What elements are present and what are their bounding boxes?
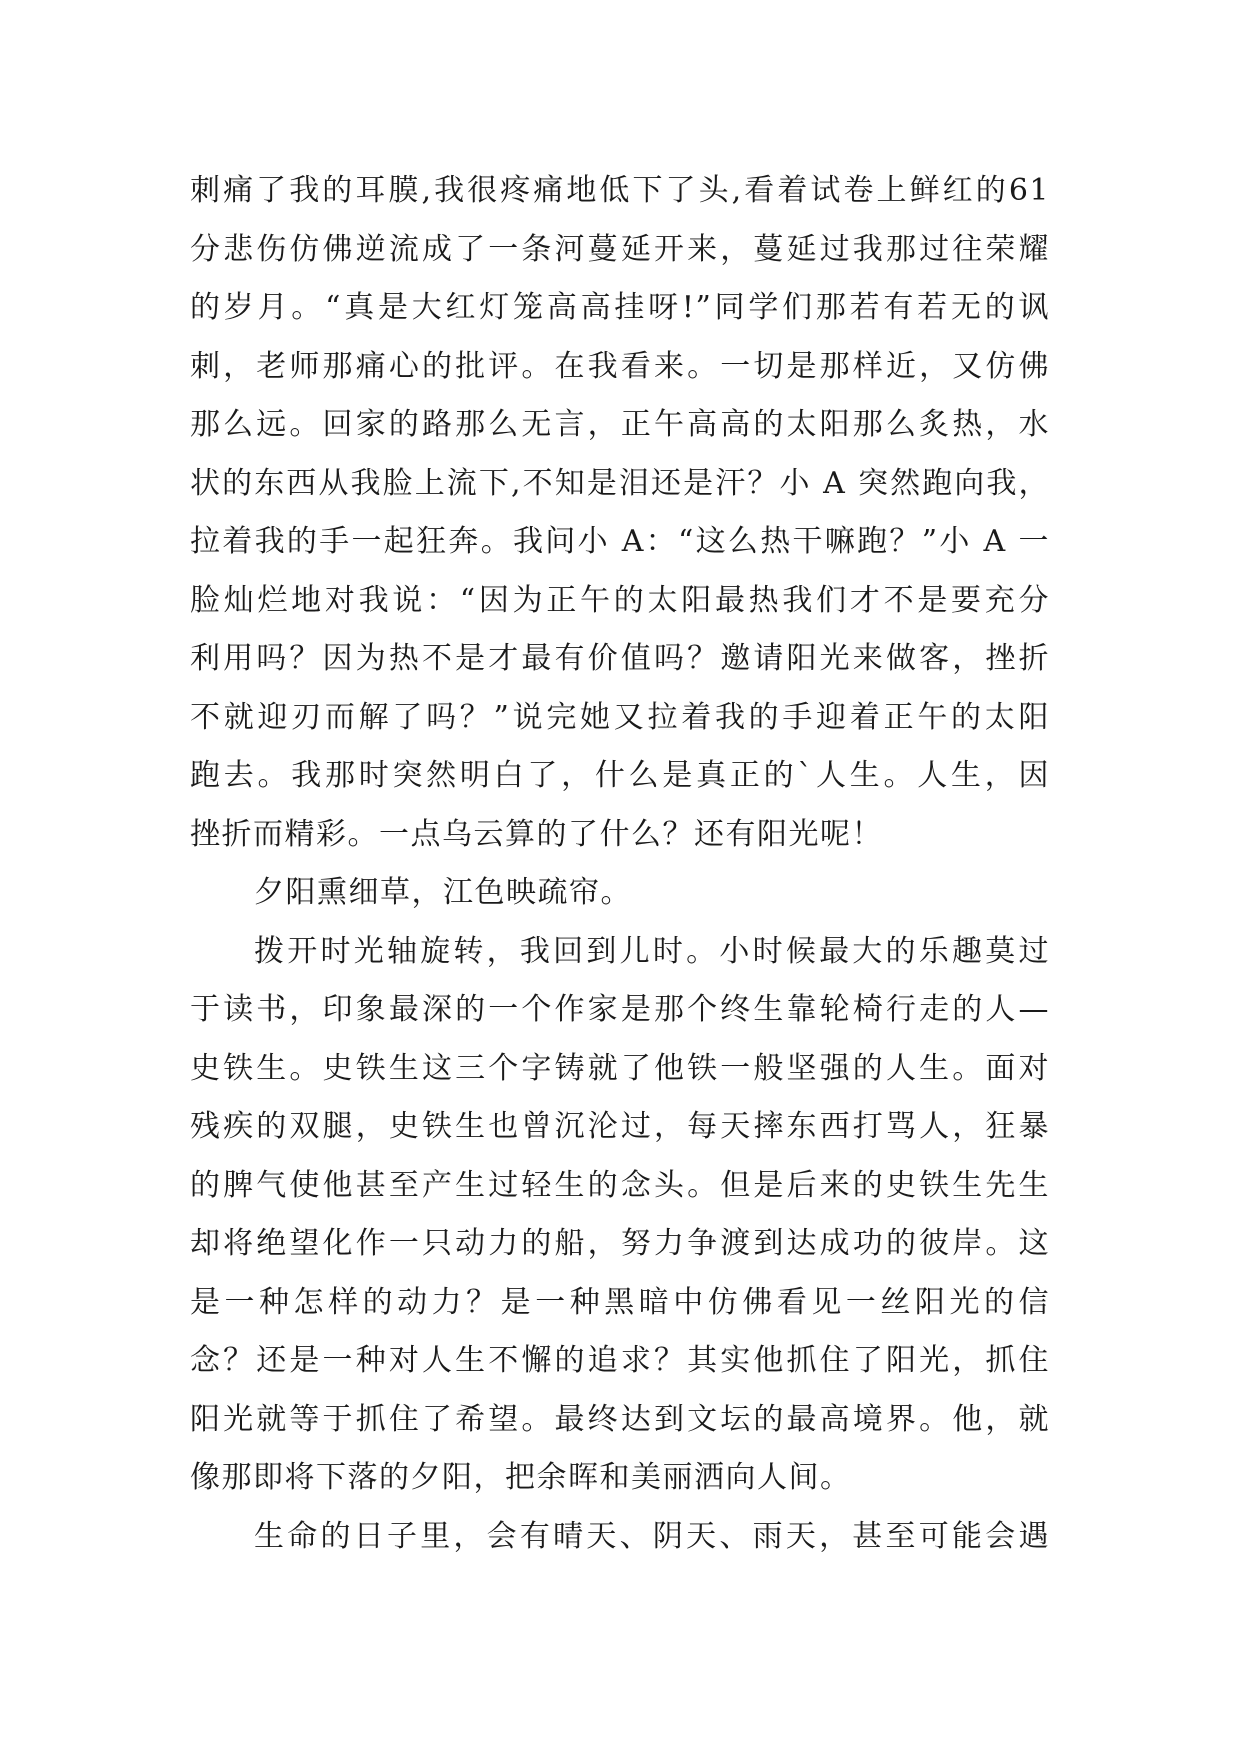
paragraph-first-line: 生命的日子里，会有晴天、阴天、雨天，甚至可能会遇 [254,1518,1050,1554]
text-line: 的岁月。“真是大红灯笼高高挂呀!”同学们那若有若无的讽 [190,290,1050,325]
text-line: 是一种怎样的动力？是一种黑暗中仿佛看见一丝阳光的信 [190,1284,1050,1320]
text-line: 挫折而精彩。一点乌云算的了什么？还有阳光呢！ [190,816,883,852]
text-line: 刺痛了我的耳膜,我很疼痛地低下了头,看着试卷上鲜红的61 [190,173,1050,208]
text-line: 跑去。我那时突然明白了，什么是真正的`人生。人生，因 [190,758,1050,793]
text-line: 不就迎刃而解了吗？”说完她又拉着我的手迎着正午的太阳 [190,699,1050,735]
text-line: 残疾的双腿，史铁生也曾沉沦过，每天摔东西打骂人，狂暴 [190,1109,1050,1144]
text-line: 刺，老师那痛心的批评。在我看来。一切是那样近，又仿佛 [190,348,1050,384]
text-line: 念？还是一种对人生不懈的追求？其实他抓住了阳光，抓住 [190,1343,1050,1378]
text-line: 像那即将下落的夕阳，把余晖和美丽洒向人间。 [190,1460,852,1495]
text-line: 阳光就等于抓住了希望。最终达到文坛的最高境界。他，就 [190,1401,1050,1437]
text-line: 史铁生。史铁生这三个字铸就了他铁一般坚强的人生。面对 [190,1050,1050,1086]
text-line: 脸灿烂地对我说：“因为正午的太阳最热我们才不是要充分 [190,582,1050,618]
text-line: 拉着我的手一起狂奔。我问小 A：“这么热干嘛跑？”小 A 一 [190,524,1050,559]
text-line: 的脾气使他甚至产生过轻生的念头。但是后来的史铁生先生 [190,1167,1050,1203]
essay-body [190,162,1050,1566]
text-line: 分悲伤仿佛逆流成了一条河蔓延开来，蔓延过我那过往荣耀 [190,231,1050,267]
text-line: 却将绝望化作一只动力的船，努力争渡到达成功的彼岸。这 [190,1226,1050,1261]
paragraph-first-line: 拨开时光轴旋转，我回到儿时。小时候最大的乐趣莫过 [254,933,1050,969]
text-line: 利用吗？因为热不是才最有价值吗？邀请阳光来做客，挫折 [190,641,1050,676]
text-line: 状的东西从我脸上流下,不知是泪还是汗？小 A 突然跑向我， [190,465,1050,501]
text-line: 于读书，印象最深的一个作家是那个终生靠轮椅行走的人— [190,992,1050,1027]
text-line: 那么远。回家的路那么无言，正午高高的太阳那么炙热，水 [190,407,1050,442]
verse-line: 夕阳熏细草，江色映疏帘。 [254,875,632,910]
